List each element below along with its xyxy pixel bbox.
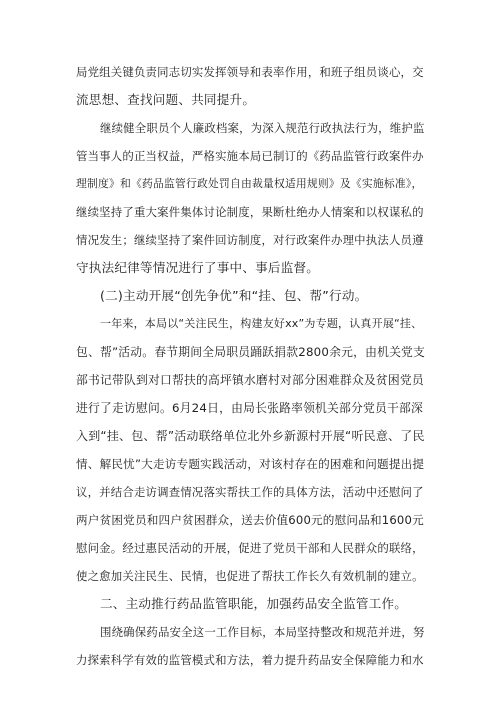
text-line: 入到“挂、包、帮”活动联络单位北外乡新源村开展“听民意、了民 <box>76 429 425 443</box>
text-line: 管当事人的正当权益，严格实施本局已制订的《药品监管行政案件办 <box>76 149 424 163</box>
text-line: 慰问金。经过惠民活动的开展，促进了党员干部和人民群众的联络， <box>76 541 424 555</box>
text-line: 继续坚持了重大案件集体讨论制度，果断杜绝办人情案和以权谋私的 <box>76 205 424 219</box>
text-line: 围绕确保药品安全这一工作目标，本局坚持整改和规范并进，努 <box>100 625 425 639</box>
text-line: 情、解民忧”大走访专题实践活动，对该村存在的困难和问题提出提 <box>76 457 425 471</box>
text-line: 理制度》和《药品监管行政处罚自由裁量权适用规则》及《实施标准》， <box>76 177 423 190</box>
text-line: 部书记带队到对口帮扶的高坪镇水磨村对部分困难群众及贫困党员 <box>76 373 424 387</box>
section-heading: 二、主动推行药品监管职能，加强药品安全监管工作。 <box>100 596 408 611</box>
text-line: 两户贫困党员和四户贫困群众，送去价值600元的慰问品和1600元 <box>76 513 424 527</box>
text-line: 议，并结合走访调查情况落实帮扶工作的具体方法，活动中还慰问了 <box>76 485 424 499</box>
text-line: 包、帮”活动。春节期间全局职员踊跃捐款2800余元，由机关党支 <box>76 345 426 359</box>
text-line: 力探索科学有效的监管模式和方法，着力提升药品安全保障能力和水 <box>76 653 424 667</box>
text-line: 进行了走访慰问。6月24日，由局长张路率领机关部分党员干部深 <box>76 401 424 415</box>
text-line: 一年来，本局以“关注民生，构建友好xx”为专题，认真开展“挂、 <box>100 317 423 330</box>
text-line: 守执法纪律等情况进行了事中、事后监督。 <box>76 260 320 275</box>
section-heading: (二)主动开展“创先争优”和“挂、包、帮”行动。 <box>100 288 368 303</box>
text-line: 流思想、查找问题、共同提升。 <box>76 92 256 107</box>
text-line: 使之愈加关注民生、民情，也促进了帮扶工作长久有效机制的建立。 <box>76 569 424 583</box>
text-line: 继续健全职员个人廉政档案，为深入规范行政执法行为，维护监 <box>100 121 425 135</box>
text-line: 局党组关键负责同志切实发挥领导和表率作用，和班子组员谈心，交 <box>76 65 424 79</box>
text-line: 情况发生；继续坚持了案件回访制度，对行政案件办理中执法人员遵 <box>76 233 424 247</box>
